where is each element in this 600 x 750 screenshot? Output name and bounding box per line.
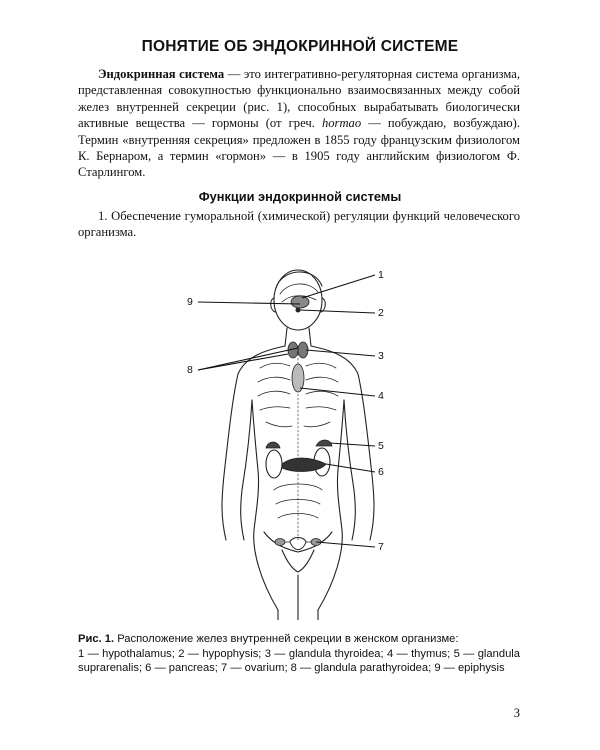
figure-label-6: 6 [378,466,384,478]
intro-paragraph [78,66,520,181]
figure-label-8: 8 [187,364,193,376]
intro-text-1: — это интегративно-регуляторная система организма, представленная совокупностью функционально взаимосвязанных между собой желез внутренней секреции (рис. 1), способных вырабатывать биологически активные вещества — гормоны (от греч. [78,67,520,131]
body-outline [222,270,374,620]
greek-word: hormao [321,116,362,131]
caption-title: Расположение желез внутренней секреции в женском организме: [114,633,459,645]
figure-label-2: 2 [378,307,384,319]
figure-label-5: 5 [378,440,384,452]
figure-labels [187,269,384,553]
glands [266,296,332,550]
figure-label-1: 1 [378,269,384,281]
function-item-1: 1. Обеспечение гуморальной (химической) регуляции функций человеческого организма. [78,209,520,240]
page-title: ПОНЯТИЕ ОБ ЭНДОКРИННОЙ СИСТЕМЕ [141,38,459,55]
caption-heading [78,632,520,647]
figure-label-4: 4 [378,390,384,402]
figure-endocrine-glands [170,250,430,620]
term-endocrine-system: Эндокринная система [98,67,225,81]
leader-lines [198,275,375,547]
figure-label-9: 9 [187,296,193,308]
caption-label: Рис. 1. [78,633,115,645]
caption-legend: 1 — hypothalamus; 2 — hypophysis; 3 — glandula thyroidea; 4 — thymus; 5 — glandula suprarenalis; 6 — pancreas; 7 — ovarium; 8 — glandula parathyroidea; 9 — epiphysis [78,647,520,674]
figure-label-7: 7 [378,541,384,553]
figure-caption [78,632,520,676]
intro-text-2: — побуждаю, возбуждаю). Термин «внутренняя секреция» предложен в 1855 году французским физиологом К. Бернаром, а термин «гормон» — в 1905 году английским физиологом Ф. Старлингом. [78,116,520,180]
section-heading: Функции эндокринной системы [198,189,402,204]
body-diagram [170,250,430,620]
page-number: 3 [513,706,520,720]
figure-label-3: 3 [378,350,384,362]
